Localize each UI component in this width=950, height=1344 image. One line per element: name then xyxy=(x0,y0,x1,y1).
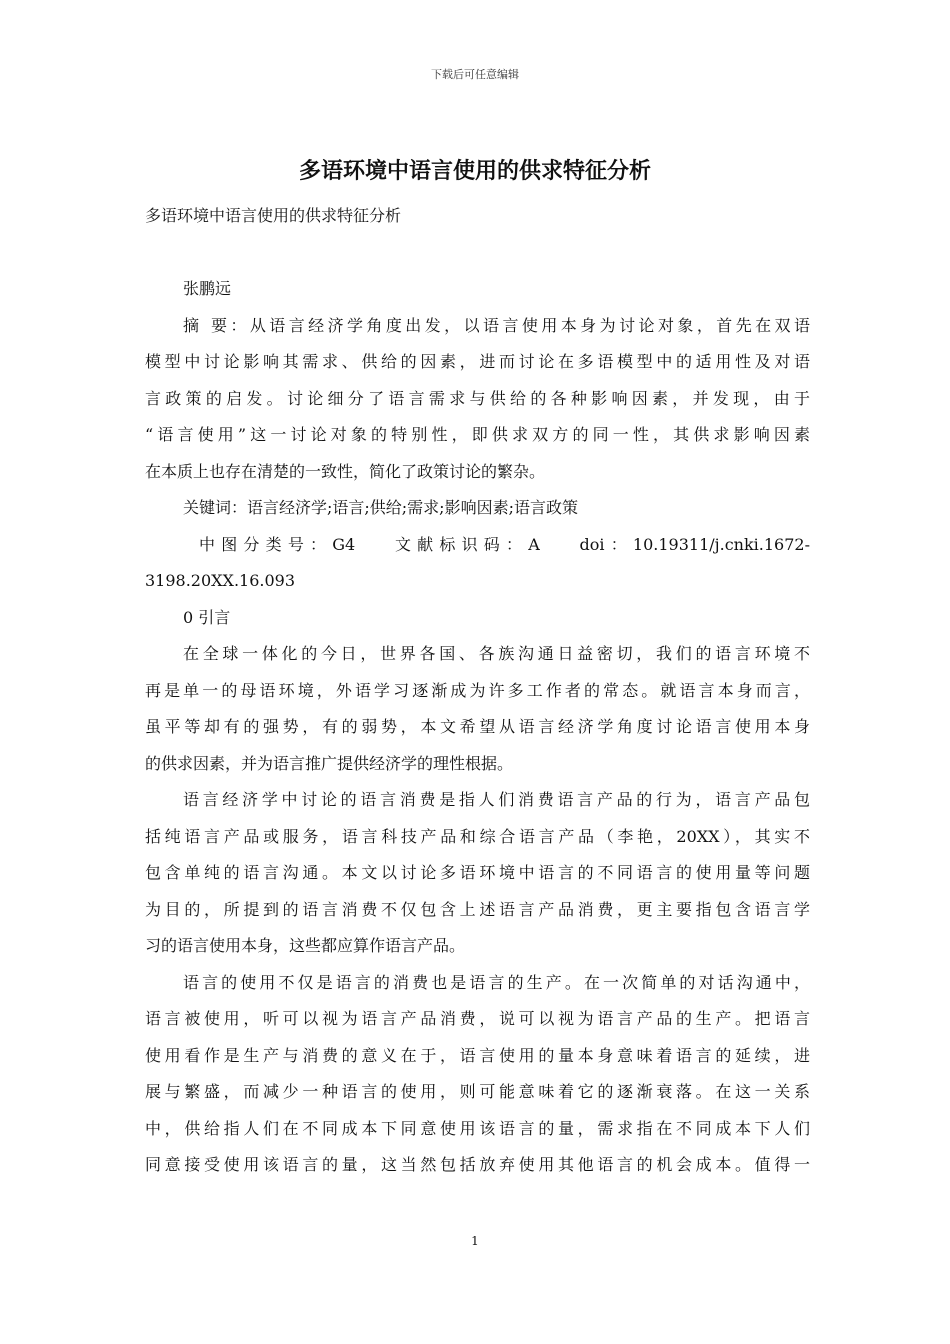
paragraph-line: 包含单纯的语言沟通。本文以讨论多语环境中语言的不同语言的使用量等问题 xyxy=(145,863,810,882)
paragraph-line: 语言被使用，听可以视为语言产品消费，说可以视为语言产品的生产。把语言 xyxy=(145,1009,810,1028)
page-number: 1 xyxy=(471,1234,479,1248)
abstract-line: 言政策的启发。讨论细分了语言需求与供给的各种影响因素，并发现，由于 xyxy=(145,388,810,408)
paragraph-line: 展与繁盛，而减少一种语言的使用，则可能意味着它的逐渐衰落。在这一关系 xyxy=(145,1082,810,1101)
document-title: 多语环境中语言使用的供求特征分析 xyxy=(298,158,651,184)
paragraph-line: 再是单一的母语环境，外语学习逐渐成为许多工作者的常态。就语言本身而言， xyxy=(145,680,810,700)
paragraph-line: 虽平等却有的强势，有的弱势，本文希望从语言经济学角度讨论语言使用本身 xyxy=(145,717,810,736)
classification-line: 中图分类号：G4 文献标识码：A doi：10.19311/j.cnki.1672- xyxy=(199,534,810,554)
paragraph-line: 使用看作是生产与消费的意义在于，语言使用的量本身意味着语言的延续，进 xyxy=(145,1045,810,1065)
paragraph-line: 在全球一体化的今日，世界各国、各族沟通日益密切，我们的语言环境不 xyxy=(183,644,810,663)
abstract-line: 模型中讨论影响其需求、供给的因素，进而讨论在多语模型中的适用性及对语 xyxy=(145,352,810,371)
classification-line: 3198.20XX.16.093 xyxy=(145,571,296,590)
paragraph-line: 同意接受使用该语言的量，这当然包括放弃使用其他语言的机会成本。值得一 xyxy=(145,1155,810,1174)
blank-line xyxy=(145,235,810,272)
paragraph-line: 中，供给指人们在不同成本下同意使用该语言的量，需求指在不同成本下人们 xyxy=(145,1118,810,1138)
author-name: 张鹏远 xyxy=(183,279,232,298)
abstract-line: “语言使用”这一讨论对象的特别性，即供求双方的同一性，其供求影响因素 xyxy=(145,425,810,444)
paragraph-line: 为目的，所提到的语言消费不仅包含上述语言产品消费，更主要指包含语言学 xyxy=(145,899,810,919)
keywords-line: 关键词：语言经济学;语言;供给;需求;影响因素;语言政策 xyxy=(183,498,578,517)
paragraph-line: 语言经济学中讨论的语言消费是指人们消费语言产品的行为，语言产品包 xyxy=(183,790,810,809)
paragraph-line: 语言的使用不仅是语言的消费也是语言的生产。在一次简单的对话沟通中， xyxy=(183,972,810,992)
subtitle-line: 多语环境中语言使用的供求特征分析 xyxy=(145,206,402,225)
page-header: 下载后可任意编辑 xyxy=(431,68,519,81)
abstract-line: 摘 要：从语言经济学角度出发，以语言使用本身为讨论对象，首先在双语 xyxy=(183,315,810,335)
paragraph-line: 括纯语言产品或服务，语言科技产品和综合语言产品（李艳，20XX），其实不 xyxy=(145,826,810,846)
paragraph-line: 的供求因素，并为语言推广提供经济学的理性根据。 xyxy=(145,753,514,773)
section-heading: 0 引言 xyxy=(183,607,231,627)
abstract-line: 在本质上也存在清楚的一致性，简化了政策讨论的繁杂。 xyxy=(145,461,546,481)
document-body xyxy=(145,198,810,1184)
paragraph-line: 习的语言使用本身，这些都应算作语言产品。 xyxy=(145,936,466,955)
